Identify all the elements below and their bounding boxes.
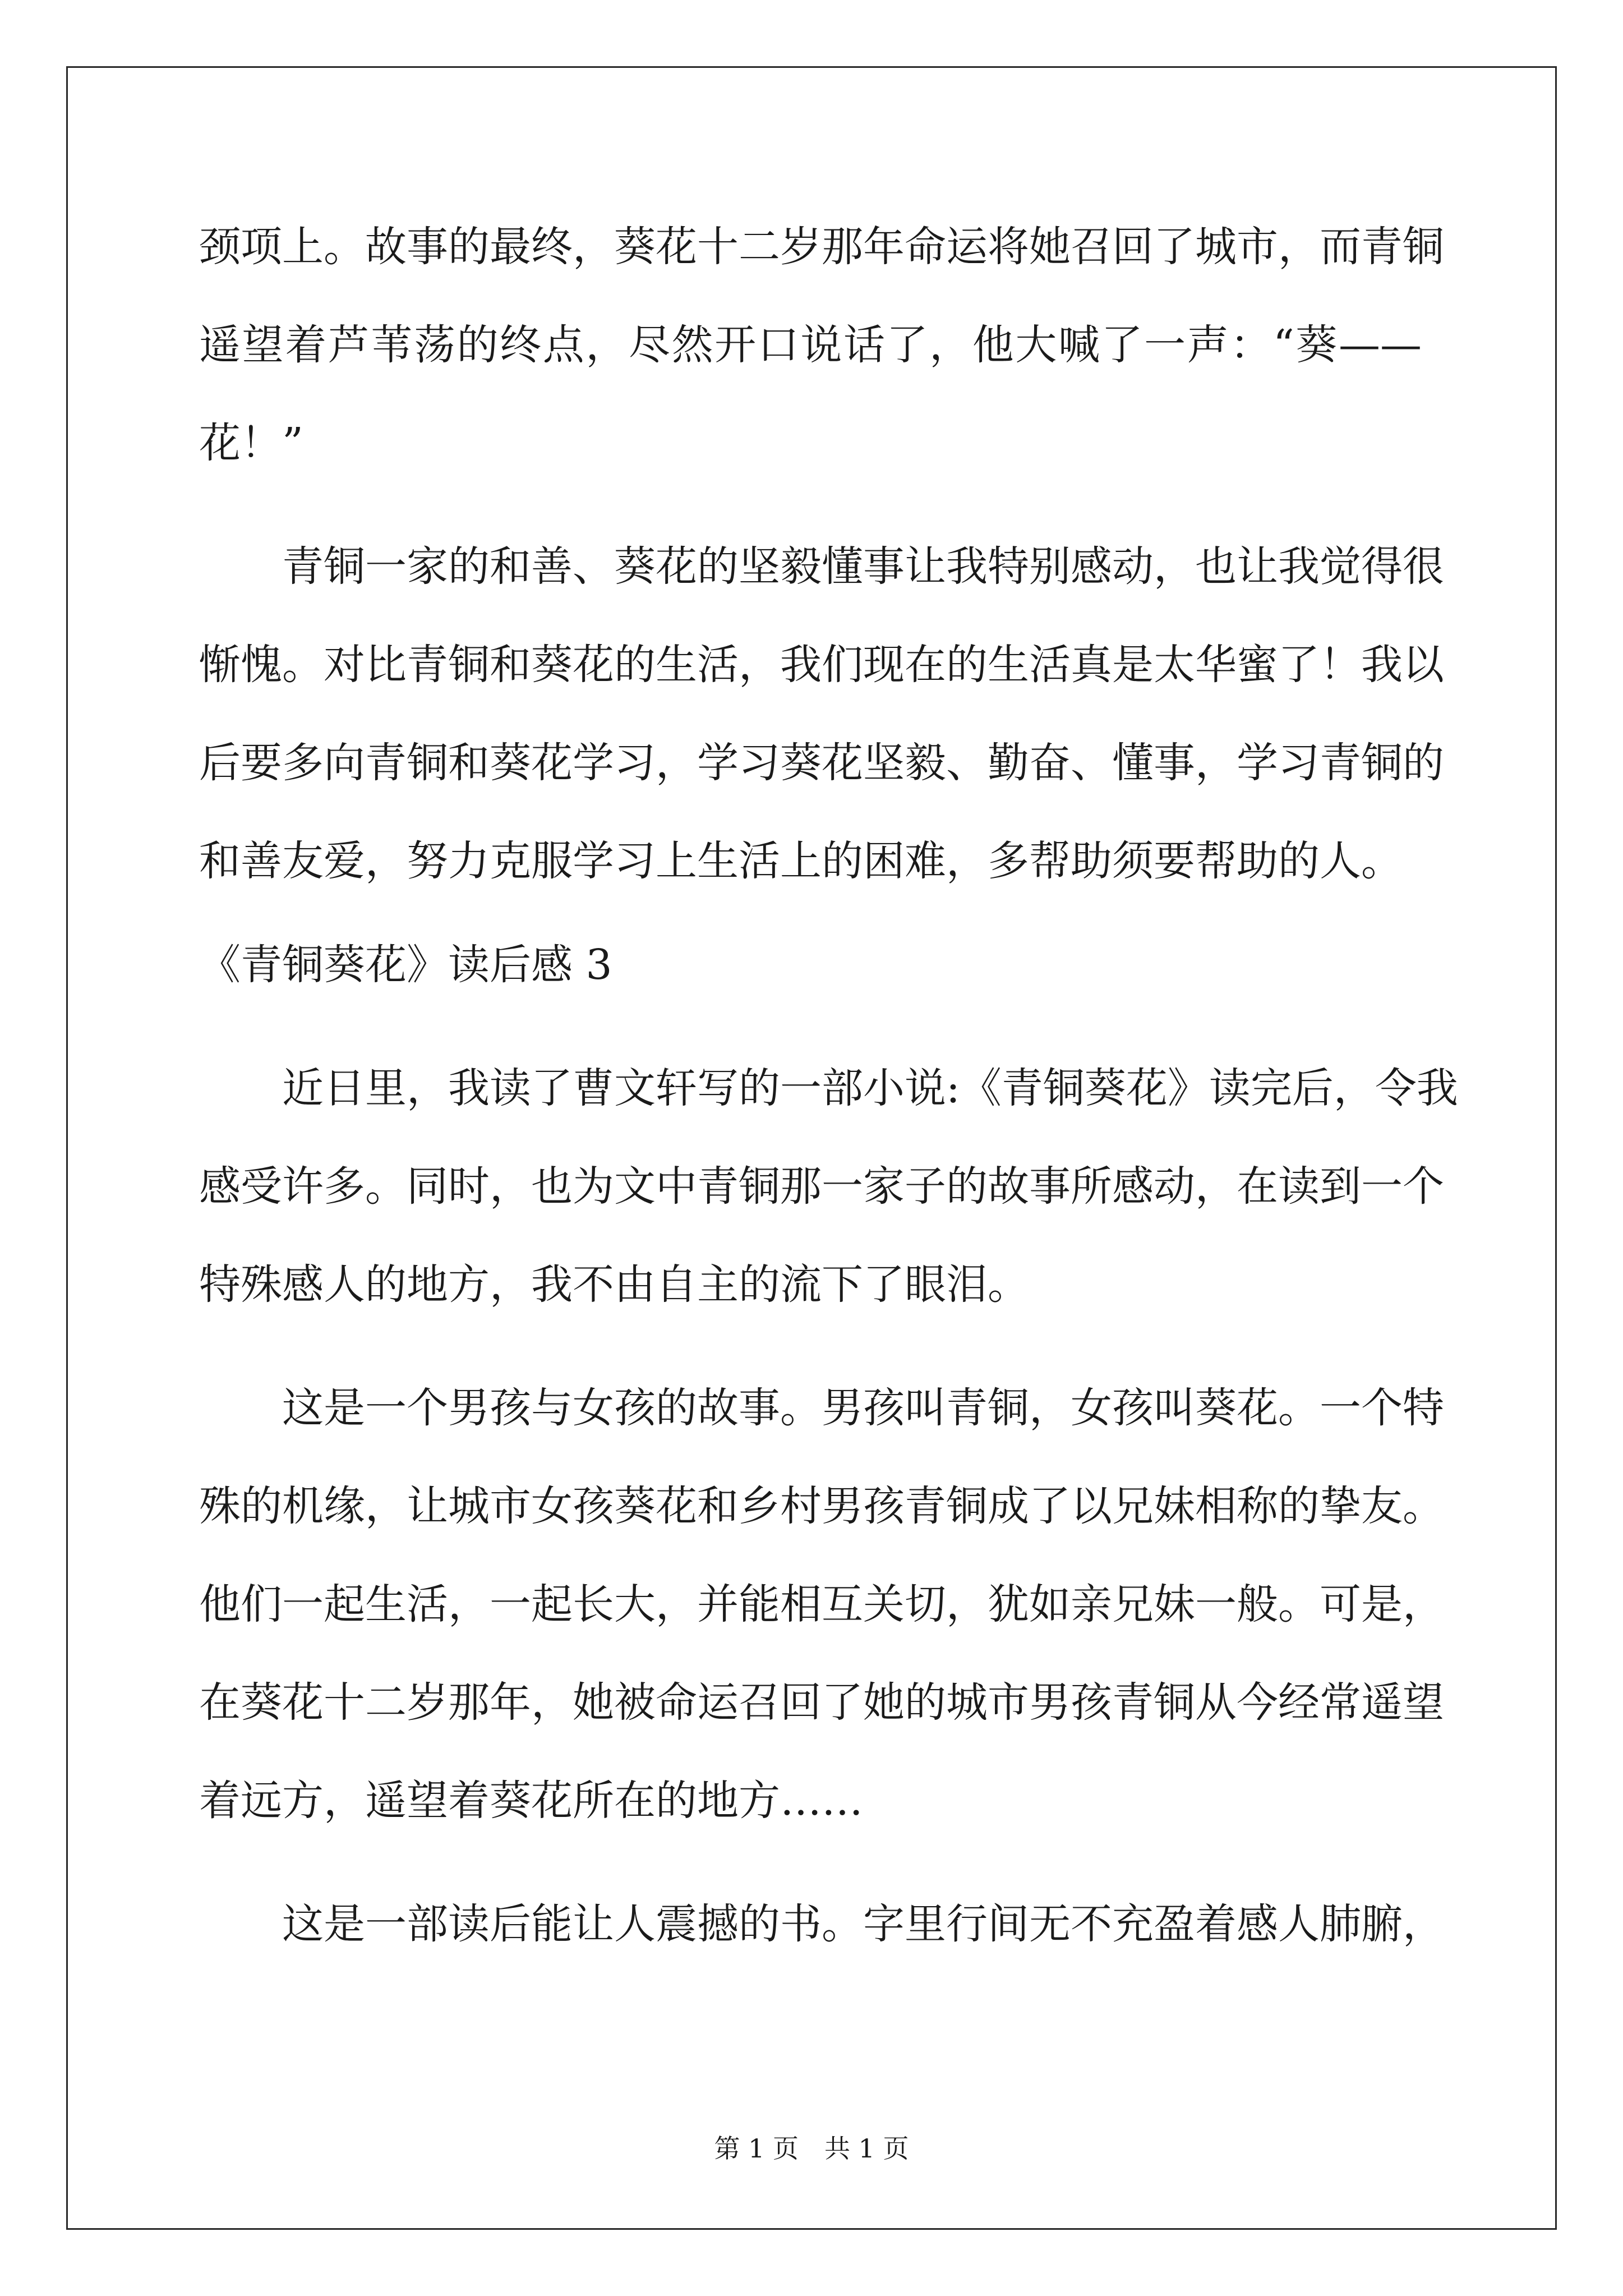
paragraph-line: 惭愧。对比青铜和葵花的生活，我们现在的生活真是太华蜜了！我以 xyxy=(199,641,1444,689)
paragraph-line: 感受许多。同时，也为文中青铜那一家子的故事所感动，在读到一个 xyxy=(199,1162,1444,1211)
paragraph-line: 后要多向青铜和葵花学习，学习葵花坚毅、勤奋、懂事，学习青铜的 xyxy=(199,739,1444,787)
page-number-footer: 第 1 页 共 1 页 xyxy=(714,2133,909,2164)
paragraph-line: 青铜一家的和善、葵花的坚毅懂事让我特别感动，也让我觉得很 xyxy=(282,542,1444,591)
paragraph-line: 颈项上。故事的最终，葵花十二岁那年命运将她召回了城市，而青铜 xyxy=(199,223,1444,271)
paragraph-line: 他们一起生活，一起长大，并能相互关切，犹如亲兄妹一般。可是， xyxy=(199,1580,1444,1628)
paragraph-line: 遥望着芦苇荡的终点，尽然开口说话了，他大喊了一声：“葵—— xyxy=(199,321,1422,369)
paragraph-line: 花！” xyxy=(199,419,303,467)
paragraph-line: 殊的机缘，让城市女孩葵花和乡村男孩青铜成了以兄妹相称的挚友。 xyxy=(199,1482,1444,1530)
paragraph-line: 在葵花十二岁那年，她被命运召回了她的城市男孩青铜从今经常遥望 xyxy=(199,1678,1444,1727)
paragraph-line: 近日里，我读了曹文轩写的一部小说:《青铜葵花》读完后，令我 xyxy=(282,1064,1458,1112)
paragraph-line: 和善友爱，努力克服学习上生活上的困难，多帮助须要帮助的人。 xyxy=(199,837,1403,885)
section-heading: 《青铜葵花》读后感 3 xyxy=(199,941,612,989)
paragraph-line: 这是一个男孩与女孩的故事。男孩叫青铜，女孩叫葵花。一个特 xyxy=(282,1384,1444,1432)
paragraph-line: 着远方，遥望着葵花所在的地方…… xyxy=(199,1777,863,1825)
paragraph-line: 这是一部读后能让人震撼的书。字里行间无不充盈着感人肺腑， xyxy=(282,1900,1444,1948)
paragraph-line: 特殊感人的地方，我不由自主的流下了眼泪。 xyxy=(199,1260,1029,1309)
